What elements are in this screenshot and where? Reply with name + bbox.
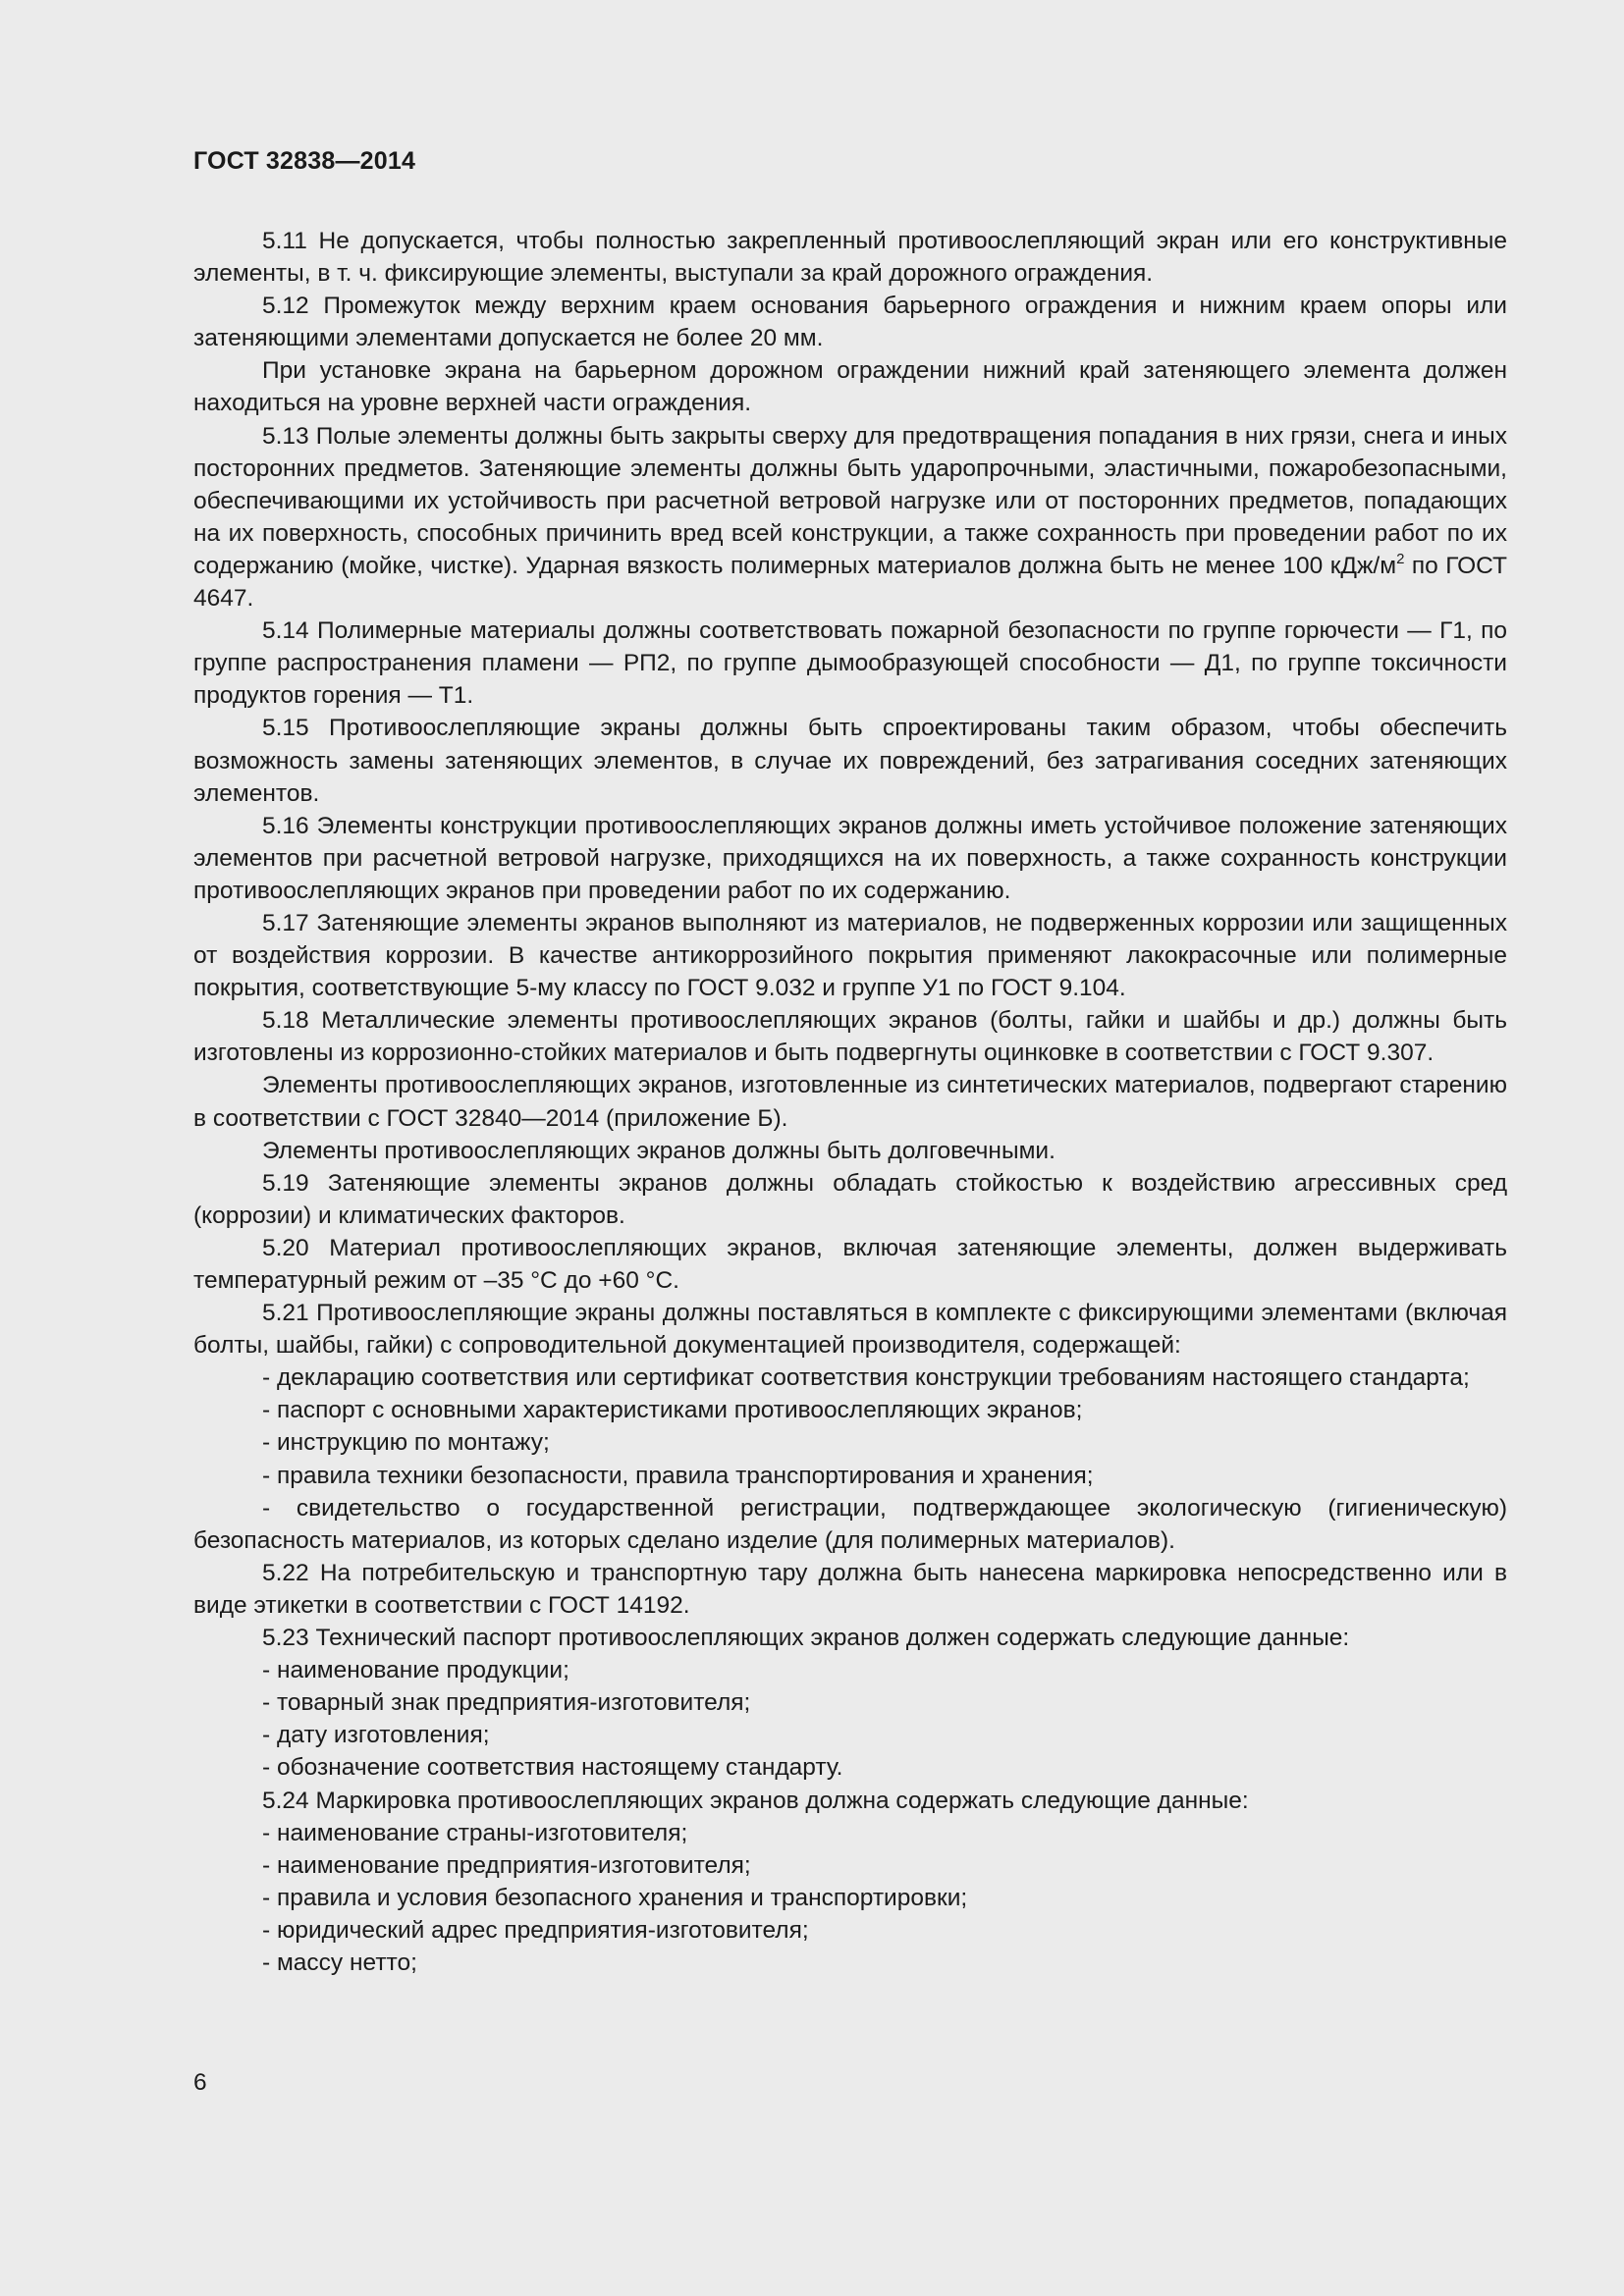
paragraph: 5.12 Промежуток между верхним краем основания барьерного ограждения и нижним краем опоры или затеняющими элементами допускается не более 20 мм. (193, 293, 1507, 352)
document-header: ГОСТ 32838—2014 (193, 147, 416, 175)
list-item: - свидетельство о государственной регистрации, подтверждающее экологическую (гигиеническую) безопасность материалов, из которых сделано изделие (для полимерных материалов). (193, 1494, 1507, 1554)
list-item: - юридический адрес предприятия-изготовителя; (262, 1916, 809, 1944)
list-item: - декларацию соответствия или сертификат соответствия конструкции требованиям настоящего стандарта; (262, 1364, 1470, 1392)
paragraph: Элементы противоослепляющих экранов, изготовленные из синтетических материалов, подвергают старению в соответствии с ГОСТ 32840—2014 (приложение Б). (193, 1072, 1507, 1132)
paragraph-tail: по ГОСТ 4647. (193, 552, 1507, 613)
list-item: - инструкцию по монтажу; (262, 1429, 550, 1457)
paragraph: 5.16 Элементы конструкции противоослепляющих экранов должны иметь устойчивое положение затеняющих элементов при расчетной ветровой нагрузке, приходящихся на их поверхность, а также сохранность конструкции противоослепляющих экранов при проведении работ по их содержанию. (193, 812, 1507, 904)
paragraph: Элементы противоослепляющих экранов должны быть долговечными. (262, 1137, 1056, 1164)
paragraph: 5.22 На потребительскую и транспортную тару должна быть нанесена маркировка непосредственно или в виде этикетки в соответствии с ГОСТ 14192. (193, 1559, 1507, 1619)
paragraph: 5.20 Материал противоослепляющих экранов, включая затеняющие элементы, должен выдерживать температурный режим от –35 °С до +60 °С. (193, 1234, 1507, 1294)
paragraph-5-13 (193, 420, 1507, 615)
list-item: - наименование предприятия-изготовителя; (262, 1851, 751, 1879)
paragraph: 5.11 Не допускается, чтобы полностью закрепленный противоослепляющий экран или его конструктивные элементы, в т. ч. фиксирующие элементы, выступали за край дорожного ограждения. (193, 228, 1507, 288)
paragraph: 5.21 Противоослепляющие экраны должны поставляться в комплекте с фиксирующими элементами (включая болты, шайбы, гайки) с сопроводительной документацией производителя, содержащей: (193, 1300, 1507, 1360)
paragraph: 5.15 Противоослепляющие экраны должны быть спроектированы таким образом, чтобы обеспечить возможность замены затеняющих элементов, в случае их повреждений, без затрагивания соседних затеняющих элементов. (193, 715, 1507, 807)
paragraph: 5.18 Металлические элементы противоослепляющих экранов (болты, гайки и шайбы и др.) должны быть изготовлены из коррозионно-стойких материалов и быть подвергнуты оцинковке в соответствии с ГОСТ 9.307. (193, 1007, 1507, 1067)
paragraph: 5.23 Технический паспорт противоослепляющих экранов должен содержать следующие данные: (262, 1625, 1350, 1652)
page-number: 6 (193, 2069, 207, 2096)
list-item: - правила техники безопасности, правила транспортирования и хранения; (262, 1462, 1094, 1489)
paragraph: 5.17 Затеняющие элементы экранов выполняют из материалов, не подверженных коррозии или защищенных от воздействия коррозии. В качестве антикоррозийного покрытия применяют лакокрасочные или полимерные покрытия, соответствующие 5-му классу по ГОСТ 9.032 и группе У1 по ГОСТ 9.104. (193, 909, 1507, 1002)
list-item: - обозначение соответствия настоящему стандарту. (262, 1754, 843, 1782)
list-item: - наименование страны-изготовителя; (262, 1819, 688, 1846)
list-item: - паспорт с основными характеристиками противоослепляющих экранов; (262, 1397, 1083, 1424)
paragraph: 5.14 Полимерные материалы должны соответствовать пожарной безопасности по группе горючести — Г1, по группе распространения пламени — РП2, по группе дымообразующей способности — Д1, по группе токсичности продуктов горения — Т1. (193, 617, 1507, 710)
superscript: 2 (1396, 550, 1405, 567)
list-item: - правила и условия безопасного хранения и транспортировки; (262, 1884, 968, 1911)
list-item: - наименование продукции; (262, 1657, 569, 1684)
paragraph: При установке экрана на барьерном дорожном ограждении нижний край затеняющего элемента должен находиться на уровне верхней части ограждения. (193, 357, 1507, 417)
document-body (193, 225, 1507, 1979)
list-item: - товарный знак предприятия-изготовителя; (262, 1689, 751, 1717)
paragraph: 5.19 Затеняющие элементы экранов должны обладать стойкостью к воздействию агрессивных сред (коррозии) и климатических факторов. (193, 1169, 1507, 1229)
paragraph: 5.24 Маркировка противоослепляющих экранов должна содержать следующие данные: (262, 1787, 1249, 1814)
paragraph-text: 5.13 Полые элементы должны быть закрыты сверху для предотвращения попадания в них грязи, снега и иных посторонних предметов. Затеняющие элементы должны быть ударопрочными, эластичными, пожаробезопасными, обеспечивающими их устойчивость при расчетной ветровой нагрузке или от посторонних предметов, попадающих на их поверхность, способных причинить вред всей конструкции, а также сохранность при проведении работ по их содержанию (мойке, чистке). Ударная вязкость полимерных материалов должна быть не менее 100 кДж/м (193, 422, 1507, 579)
list-item: - дату изготовления; (262, 1722, 490, 1749)
list-item: - массу нетто; (262, 1949, 417, 1976)
